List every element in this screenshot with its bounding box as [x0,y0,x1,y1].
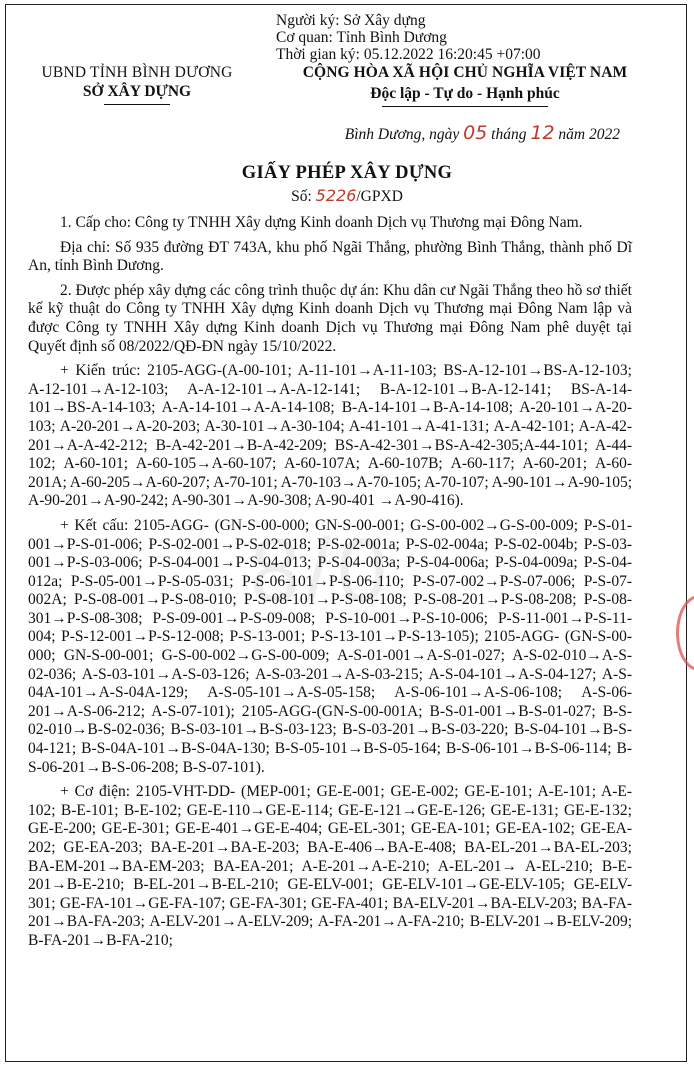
national-motto: Độc lập - Tự do - Hạnh phúc [370,85,560,102]
signature-time: Thời gian ký: 05.12.2022 16:20:45 +07:00 [276,46,541,63]
digital-signature-block [276,12,541,63]
issue-date [345,122,620,144]
signature-signer: Người ký: Sở Xây dựng [276,12,426,29]
date-month: 12 [530,122,555,144]
date-year: năm 2022 [558,126,620,143]
number-prefix: Số: [291,188,312,205]
issuer-parent: UBND TỈNH BÌNH DƯƠNG [41,64,233,81]
issuer-name: SỞ XÂY DỰNG [82,83,192,100]
faint-watermark: 8/0 [250,521,394,621]
paragraph-address: Địa chỉ: Số 935 đường ĐT 743A, khu phố Ngãi Thắng, phường Bình Thắng, thành phố Dĩ An, tỉnh Bình Dương. [28,238,632,275]
document-number [0,186,694,206]
national-header [270,64,660,107]
signature-agency: Cơ quan: Tỉnh Bình Dương [276,29,447,46]
date-prefix: Bình Dương, ngày [344,126,460,143]
date-day: 05 [463,122,488,144]
national-title: CỘNG HÒA XÃ HỘI CHỦ NGHĨA VIỆT NAM [302,64,628,81]
motto-underline [382,106,548,107]
issuer-underline [104,104,170,105]
paragraph-structure: + Kết cấu: 2105-AGG- (GN-S-00-000; GN-S-00-001; G-S-00-002→G-S-00-009; P-S-01-001→P-S-01-006; P-S-02-001→P-S-02-018; P-S-02-001a; P-S-02-004a; P-S-02-004b; P-S-03-001→P-S-03-006; P-S-04-001→P-S-04-013; P-S-04-003a; P-S-04-006a; P-S-04-009a; P-S-04-012a; P-S-05-001→P-S-05-031; P-S-06-101→P-S-06-110; P-S-07-002→P-S-07-006; P-S-07-002A; P-S-08-001→P-S-08-010; P-S-08-101→P-S-08-108; P-S-08-201→P-S-08-208; P-S-08-301→P-S-08-308; P-S-09-001→P-S-09-008; P-S-10-001→P-S-10-006; P-S-11-001→P-S-11-004; P-S-12-001→P-S-12-008; P-S-13-001; P-S-13-101→P-S-13-105); 2105-AGG- (GN-S-00-000; GN-S-00-001; G-S-00-002→G-S-00-009; A-S-01-001→A-S-01-027; A-S-02-010→A-S-02-036; A-S-03-101→A-S-03-126; A-S-03-201→A-S-03-215; A-S-04-101→A-S-04-127; A-S-04A-101→A-S-04A-129; A-S-05-101→A-S-05-158; A-S-06-101→A-S-06-108; A-S-06-201→A-S-06-212; A-S-07-101); 2105-AGG-(GN-S-00-001A; B-S-01-001→B-S-01-027; B-S-02-010→B-S-02-036; B-S-03-101→B-S-03-123; B-S-03-201→B-S-03-220; B-S-04-101→B-S-04-121; B-S-04A-101→B-S-04A-130; B-S-05-101→B-S-05-164; B-S-06-101→B-S-06-114; B-S-06-201→B-S-06-208; B-S-07-101). [28,516,632,776]
issuer-header [22,64,252,105]
number-suffix: /GPXD [356,188,403,205]
paragraph-recipient: 1. Cấp cho: Công ty TNHH Xây dựng Kinh doanh Dịch vụ Thương mại Đông Nam. [60,214,583,231]
document-body [28,214,632,954]
paragraph-permission: 2. Được phép xây dựng các công trình thuộc dự án: Khu dân cư Ngãi Thắng theo hồ sơ thiết kế kỹ thuật do Công ty TNHH Xây dựng Kinh doanh Dịch vụ Thương mại Đông Nam lập và được Công ty TNHH Xây dựng Kinh doanh Dịch vụ Thương mại Đông Nam phê duyệt tại Quyết định số 08/2022/QĐ-ĐN ngày 15/10/2022. [28,281,632,355]
date-month-label: tháng [491,126,527,143]
paragraph-architecture: + Kiến trúc: 2105-AGG-(A-00-101; A-11-101→A-11-103; BS-A-12-101→BS-A-12-103; A-12-101→A-12-103; A-A-12-101→A-A-12-141; B-A-12-101→B-A-12-141; BS-A-14-101→BS-A-14-103; A-A-14-101→A-A-14-108; B-A-14-101→B-A-14-108; A-20-101→A-20-103; A-20-201→A-20-203; A-30-101→A-30-104; A-41-101→A-41-131; A-A-42-101; A-A-42-201→A-A-42-212; B-A-42-201→B-A-42-209; BS-A-42-301→BS-A-42-305;A-44-101; A-44-102; A-60-101; A-60-105→A-60-107; A-60-107A; A-60-107B; A-60-117; A-60-201; A-60-201A; A-60-205→A-60-207; A-70-101; A-70-103→A-70-105; A-70-107; A-90-101→A-90-105; A-90-201→A-90-242; A-90-301→A-90-308; A-90-401 →A-90-416). [28,362,633,510]
document-title: GIẤY PHÉP XÂY DỰNG [241,163,453,183]
paragraph-mep: + Cơ điện: 2105-VHT-DD- (MEP-001; GE-E-001; GE-E-002; GE-E-101; A-E-101; A-E-102; B-E-101; B-E-102; GE-E-110→GE-E-114; GE-E-121→GE-E-126; GE-E-131; GE-E-132; GE-E-200; GE-E-301; GE-E-401→GE-E-404; GE-EL-301; GE-EA-101; GE-EA-102; GE-EA-202; GE-EA-203; BA-E-201→BA-E-203; BA-E-406→BA-E-408; BA-EL-201→BA-EL-203; BA-EM-201→BA-EM-203; BA-EA-201; A-E-201→A-E-210; A-EL-201→ A-EL-210; B-E-201→B-E-210; B-EL-201→B-EL-210; GE-ELV-001; GE-ELV-101→GE-ELV-105; GE-ELV-301; GE-FA-101→GE-FA-107; GE-FA-301; GE-FA-401; BA-ELV-201→BA-ELV-203; BA-FA-201→BA-FA-203; A-ELV-201→A-ELV-209; A-FA-201→A-FA-210; B-ELV-201→B-ELV-209; B-FA-201→B-FA-210; [28,783,632,949]
number-value: 5226 [315,186,357,205]
